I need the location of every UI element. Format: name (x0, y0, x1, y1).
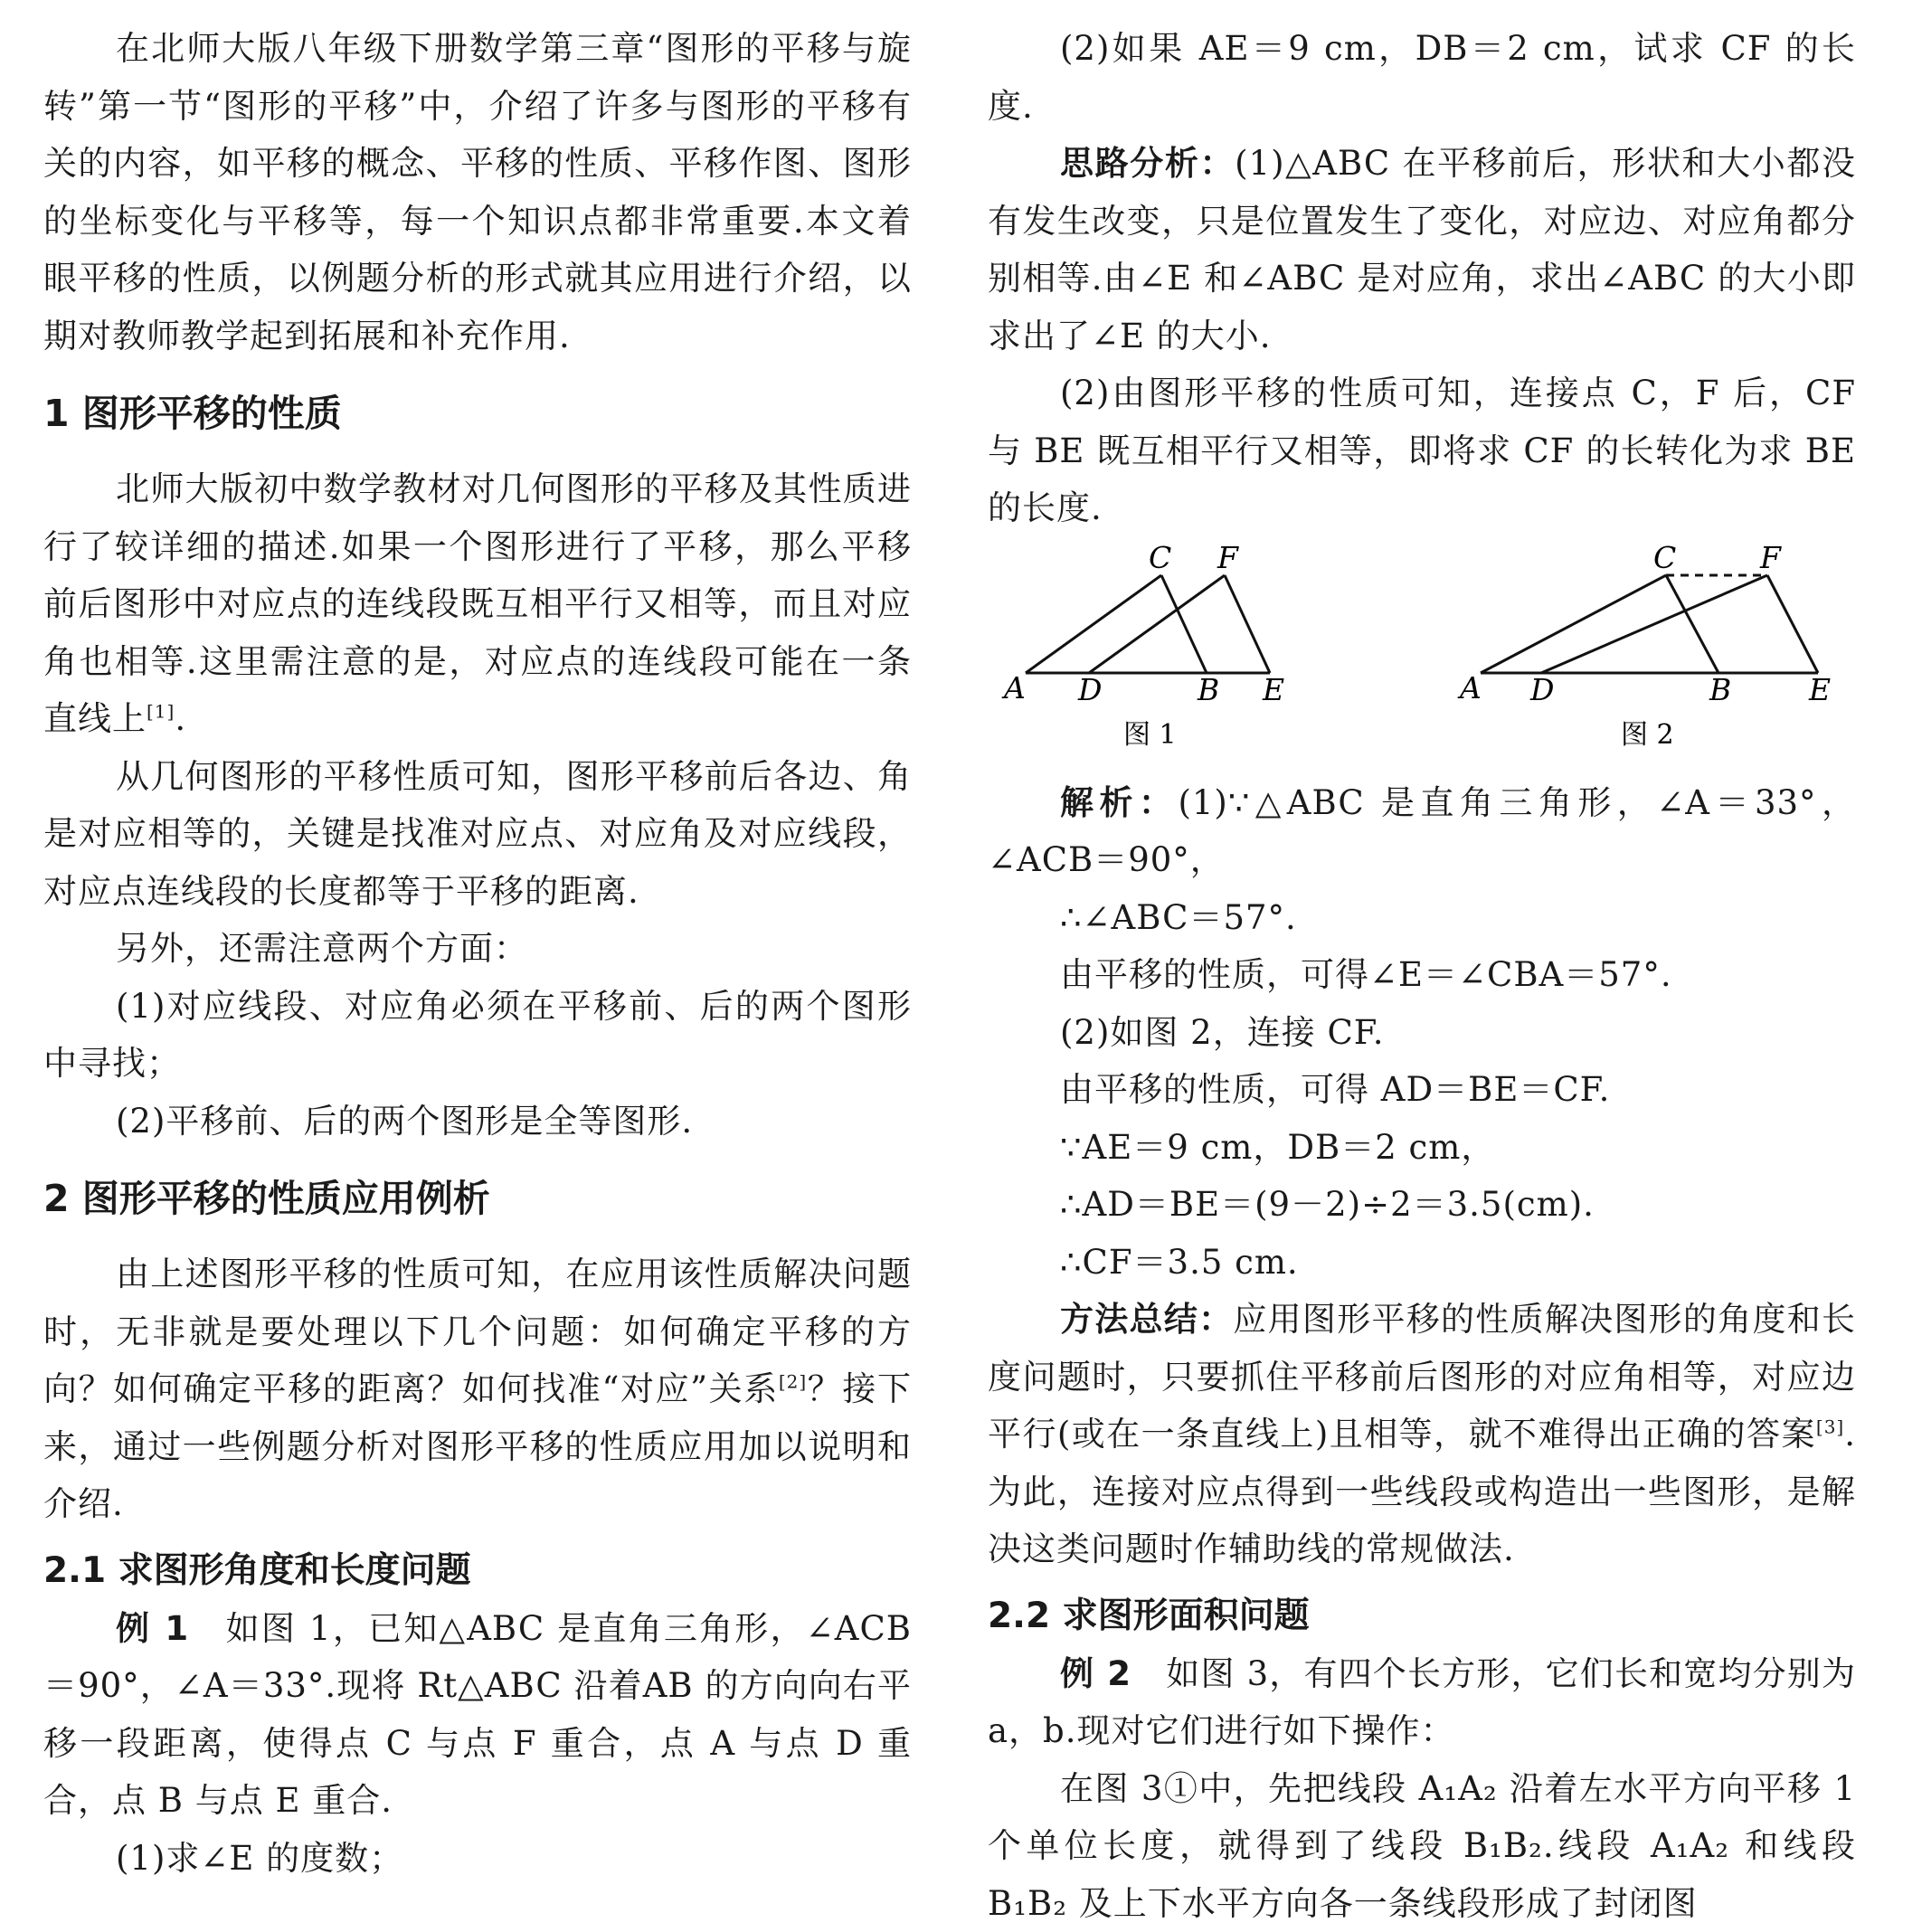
section-1-paragraph-2: 从几何图形的平移性质可知，图形平移前后各边、角是对应相等的，关键是找准对应点、对应角及对应线段，对应点连线段的长度都等于平移的距离. (43, 748, 912, 921)
method-summary-text: 应用图形平移的性质解决图形的角度和长度问题时，只要抓住平移前后图形的对应角相等，对应边平行(或在一条直线上)且相等，就不难得出正确的答案 (988, 1300, 1856, 1454)
method-summary-end: .为此，连接对应点得到一些线段或构造出一些图形，是解决这类问题时作辅助线的常规做法. (988, 1415, 1856, 1568)
reference-1[interactable]: [1] (147, 701, 175, 723)
section-2-paragraph-end: ？接下来，通过一些例题分析对图形平移的性质应用加以说明和介绍. (43, 1369, 912, 1523)
fig1-label-B: B (1197, 672, 1219, 707)
fig1-line-DF (1089, 575, 1225, 673)
fig1-label-D: D (1077, 672, 1102, 707)
fig2-label-A: A (1457, 670, 1482, 706)
note-item-1: (1)对应线段、对应角必须在平移前、后的两个图形中寻找； (43, 978, 912, 1093)
fig2-label-F: F (1759, 540, 1782, 575)
method-summary-label: 方法总结： (1060, 1300, 1233, 1339)
fig2-label-D: D (1529, 672, 1554, 707)
fig1-line-FE (1225, 575, 1270, 673)
intro-paragraph: 在北师大版八年级下册数学第三章“图形的平移与旋转”第一节“图形的平移”中，介绍了许多与图形的平移有关的内容，如平移的概念、平移的性质、平移作图、图形的坐标变化与平移等，每一个知识点都非常重要.本文着眼平移的性质，以例题分析的形式就其应用进行介绍，以期对教师教学起到拓展和补充作用. (43, 20, 912, 365)
figure-1 (1026, 575, 1270, 673)
right-column (988, 20, 1856, 1932)
idea-analysis-2: (2)由图形平移的性质可知，连接点 C，F 后，CF 与 BE 既互相平行又相等，即将求 CF 的长转化为求 BE 的长度. (988, 365, 1856, 537)
solution-line-5: 由平移的性质，可得 AD＝BE＝CF. (988, 1061, 1856, 1119)
solution-line-4: (2)如图 2，连接 CF. (988, 1004, 1856, 1062)
example-2-label: 例 2 (1060, 1654, 1131, 1693)
fig2-line-CB (1666, 575, 1718, 673)
fig2-label-E: E (1808, 672, 1831, 707)
solution-line-8: ∴CF＝3.5 cm. (988, 1234, 1856, 1292)
example-1-question-1: (1)求∠E 的度数； (43, 1830, 912, 1888)
solution-line-3: 由平移的性质，可得∠E＝∠CBA＝57°. (988, 946, 1856, 1004)
left-column (43, 20, 912, 1887)
fig2-caption: 图 2 (1621, 719, 1674, 751)
reference-2[interactable]: [2] (779, 1371, 807, 1393)
example-1-question-2: (2)如果 AE＝9 cm，DB＝2 cm，试求 CF 的长度. (988, 20, 1856, 135)
figures-1-2 (988, 539, 1856, 774)
example-2 (988, 1645, 1856, 1760)
fig1-caption: 图 1 (1123, 719, 1177, 751)
fig2-label-C: C (1653, 540, 1676, 575)
subsection-2-2-heading: 2.2 求图形面积问题 (988, 1589, 1856, 1643)
idea-analysis-1-text: (1)△ABC 在平移前后，形状和大小都没有发生改变，只是位置发生了变化，对应边、对应角都分别相等.由∠E 和∠ABC 是对应角，求出∠ABC 的大小即求出了∠E 的大小. (988, 144, 1856, 355)
fig1-label-F: F (1217, 540, 1239, 575)
reference-3[interactable]: [3] (1816, 1416, 1844, 1438)
example-2-paragraph: 在图 3①中，先把线段 A₁A₂ 沿着左水平方向平移 1 个单位长度，就得到了线段 B₁B₂.线段 A₁A₂ 和线段 B₁B₂ 及上下水平方向各一条线段形成了封闭图 (988, 1760, 1856, 1932)
fig1-label-A: A (1001, 670, 1026, 706)
example-1-label: 例 1 (116, 1609, 189, 1648)
fig1-line-AC (1026, 575, 1161, 673)
fig1-label-C: C (1149, 540, 1171, 575)
idea-analysis-label: 思路分析： (1060, 144, 1235, 183)
fig2-line-FE (1767, 575, 1818, 673)
method-summary (988, 1291, 1856, 1578)
fig1-line-CB (1161, 575, 1207, 673)
solution-line-7: ∴AD＝BE＝(9－2)÷2＝3.5(cm). (988, 1176, 1856, 1234)
fig1-label-E: E (1262, 672, 1284, 707)
section-1-paragraph-1 (43, 460, 912, 748)
solution-line-1-text: (1)∵△ABC 是直角三角形，∠A＝33°，∠ACB＝90°， (988, 783, 1856, 880)
section-2-paragraph-text: 由上述图形平移的性质可知，在应用该性质解决问题时，无非就是要处理以下几个问题：如何确定平移的方向？如何确定平移的距离？如何找准“对应”关系 (43, 1255, 912, 1408)
figure-2 (1481, 575, 1818, 673)
example-1 (43, 1600, 912, 1830)
fig2-label-B: B (1709, 672, 1731, 707)
section-1-paragraph-1-end: . (175, 699, 186, 738)
figure-1-2-svg (988, 539, 1856, 774)
example-2-text: 如图 3，有四个长方形，它们长和宽均分别为 a，b.现对它们进行如下操作： (988, 1654, 1856, 1751)
solution-label: 解析： (1060, 783, 1178, 822)
subsection-2-1-heading: 2.1 求图形角度和长度问题 (43, 1544, 912, 1598)
solution-line-2: ∴∠ABC＝57°. (988, 889, 1856, 947)
section-1-paragraph-3: 另外，还需注意两个方面： (43, 920, 912, 978)
example-1-text: 如图 1，已知△ABC 是直角三角形，∠ACB＝90°，∠A＝33°.现将 Rt△ABC 沿着AB 的方向向右平移一段距离，使得点 C 与点 F 重合，点 A 与点 D 重合，点 B 与点 E 重合. (43, 1609, 912, 1821)
section-2-paragraph (43, 1245, 912, 1533)
section-1-paragraph-1-text: 北师大版初中数学教材对几何图形的平移及其性质进行了较详细的描述.如果一个图形进行了平移，那么平移前后图形中对应点的连线段既互相平行又相等，而且对应角也相等.这里需注意的是，对应点的连线段可能在一条直线上 (43, 469, 912, 738)
section-2-heading: 2 图形平移的性质应用例析 (43, 1171, 912, 1226)
solution-line-1 (988, 774, 1856, 889)
solution-line-6: ∵AE＝9 cm，DB＝2 cm， (988, 1119, 1856, 1177)
section-1-heading: 1 图形平移的性质 (43, 386, 912, 440)
note-item-2: (2)平移前、后的两个图形是全等图形. (43, 1093, 912, 1151)
idea-analysis-1 (988, 135, 1856, 365)
